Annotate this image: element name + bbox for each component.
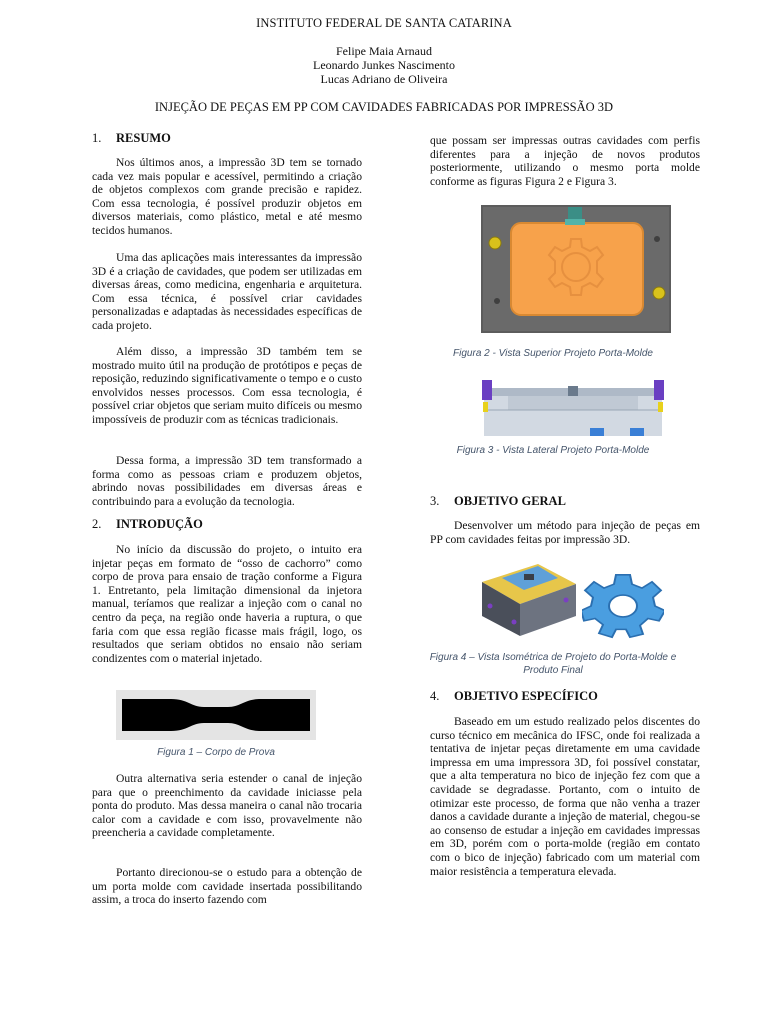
paragraph-objetivo-especifico: Baseado em um estudo realizado pelos discentes do curso técnico em mecânica do IFSC, onde foi realizada a tentativa de injetar peças diretamente em uma cavidade impressa em uma impressora 3D, foi possível constatar, que a alta temperatura no bico de injeção fez com que a cavidade se degradasse. Portanto, com o intuito de otimizar este processo, de forma que não venha a trazer danos a cavidade durante a injeção de material, chegou-se ao consenso de estudar a injeção em cavidades impressas em 3D, porém com o porta-molde (região em contato com o bico de injeção) fabricado com um material com maior resistência a temperatura elevada.: [430, 715, 700, 878]
figure-4-caption: Figura 4 – Vista Isométrica de Projeto do Porta-Molde e Produto Final: [429, 652, 677, 676]
paragraph-introducao-continuation: que possam ser impressas outras cavidades com perfis diferentes para a injeção de novos produtos posteriormente, utilizando o mesmo porta molde conforme as figuras Figura 2 e Figura 3.: [430, 134, 700, 188]
figure-1-image: [116, 690, 316, 740]
section-number: 4.: [430, 689, 440, 703]
section-heading-objetivo-especifico: [430, 689, 598, 704]
mold-isometric-icon: [478, 560, 578, 640]
mold-top-view-icon: [481, 205, 671, 333]
section-heading-introducao: [92, 517, 203, 532]
paragraph-objetivo-geral: Desenvolver um método para injeção de peças em PP com cavidades feitas por impressão 3D.: [430, 519, 700, 546]
paragraph-resumo-1: Nos últimos anos, a impressão 3D tem se tornado cada vez mais popular e acessível, permitindo a criação de objetos complexos com grande precisão e rapidez. Com essa tecnologia, é possível produzir objetos em diversos materiais, como plástico, metal e até mesmo tecidos humanos.: [92, 156, 362, 237]
figure-2-caption: Figura 2 - Vista Superior Projeto Porta-Molde: [453, 348, 653, 359]
section-number: 3.: [430, 494, 440, 508]
author-3: Lucas Adriano de Oliveira: [320, 72, 448, 86]
figure-4-product-image: [582, 568, 664, 640]
gear-product-icon: [582, 568, 664, 640]
section-heading-resumo: [92, 131, 171, 146]
author-1: Felipe Maia Arnaud: [336, 44, 432, 58]
author-list: [0, 44, 768, 86]
figure-4-mold-image: [478, 560, 578, 640]
dogbone-specimen-icon: [116, 690, 316, 740]
paragraph-resumo-2: Uma das aplicações mais interessantes da impressão 3D é a criação de cavidades, que podem ser utilizadas em diversas áreas, como medicina, engenharia e arquitetura. Com essa técnica, é possível criar cavidades personalizadas e adaptadas às necessidades específicas de cada projeto.: [92, 251, 362, 332]
section-title: OBJETIVO GERAL: [454, 494, 566, 508]
section-number: 1.: [92, 131, 102, 145]
figure-3-image: [478, 378, 668, 436]
section-title: OBJETIVO ESPECÍFICO: [454, 689, 598, 703]
paragraph-introducao-3: Portanto direcionou-se o estudo para a obtenção de um porta molde com cavidade insertada possibilitando assim, a troca do inserto fazendo com: [92, 866, 362, 907]
institution: INSTITUTO FEDERAL DE SANTA CATARINA: [256, 16, 512, 30]
section-title: INTRODUÇÃO: [116, 517, 203, 531]
figure-1-caption: Figura 1 – Corpo de Prova: [157, 747, 275, 758]
paragraph-resumo-3: Além disso, a impressão 3D também tem se mostrado muito útil na produção de protótipos e peças de reposição, reduzindo significativamente o tempo e o custo envolvidos nesses processos. Com essa tecnologia, é possível criar objetos que seriam muito difíceis ou mesmo impossíveis de produzir com as técnicas tradicionais.: [92, 345, 362, 426]
figure-3-caption: Figura 3 - Vista Lateral Projeto Porta-Molde: [456, 445, 650, 456]
paragraph-introducao-2: Outra alternativa seria estender o canal de injeção para que o preenchimento da cavidade iniciasse pela ponta do produto. Mas dessa maneira o canal não trocaria calor com a cavidade e com isso, provavelmente não preencheria a cavidade completamente.: [92, 772, 362, 840]
paragraph-introducao-1: No início da discussão do projeto, o intuito era injetar peças em formato de “osso de cachorro” como corpo de prova para ensaio de tração conforme a Figura 1. Entretanto, pela limitação dimensional da injetora manual, teríamos que realizar a injeção com o canal no centro da peça, na região onde haveria a ruptura, o que faria com que essa região ficasse mais frágil, logo, os resultados que seriam obtidos no ensaio não seriam condizentes com o material injetado.: [92, 543, 362, 665]
section-title: RESUMO: [116, 131, 171, 145]
mold-side-view-icon: [478, 378, 668, 436]
section-number: 2.: [92, 517, 102, 531]
section-heading-objetivo-geral: [430, 494, 566, 509]
paper-title: INJEÇÃO DE PEÇAS EM PP COM CAVIDADES FABRICADAS POR IMPRESSÃO 3D: [154, 100, 614, 114]
paragraph-resumo-4: Dessa forma, a impressão 3D tem transformado a forma como as pessoas criam e produzem objetos, abrindo novas possibilidades em diversas áreas e contribuindo para a evolução da tecnologia.: [92, 454, 362, 508]
figure-2-image: [481, 205, 671, 333]
author-2: Leonardo Junkes Nascimento: [313, 58, 455, 72]
